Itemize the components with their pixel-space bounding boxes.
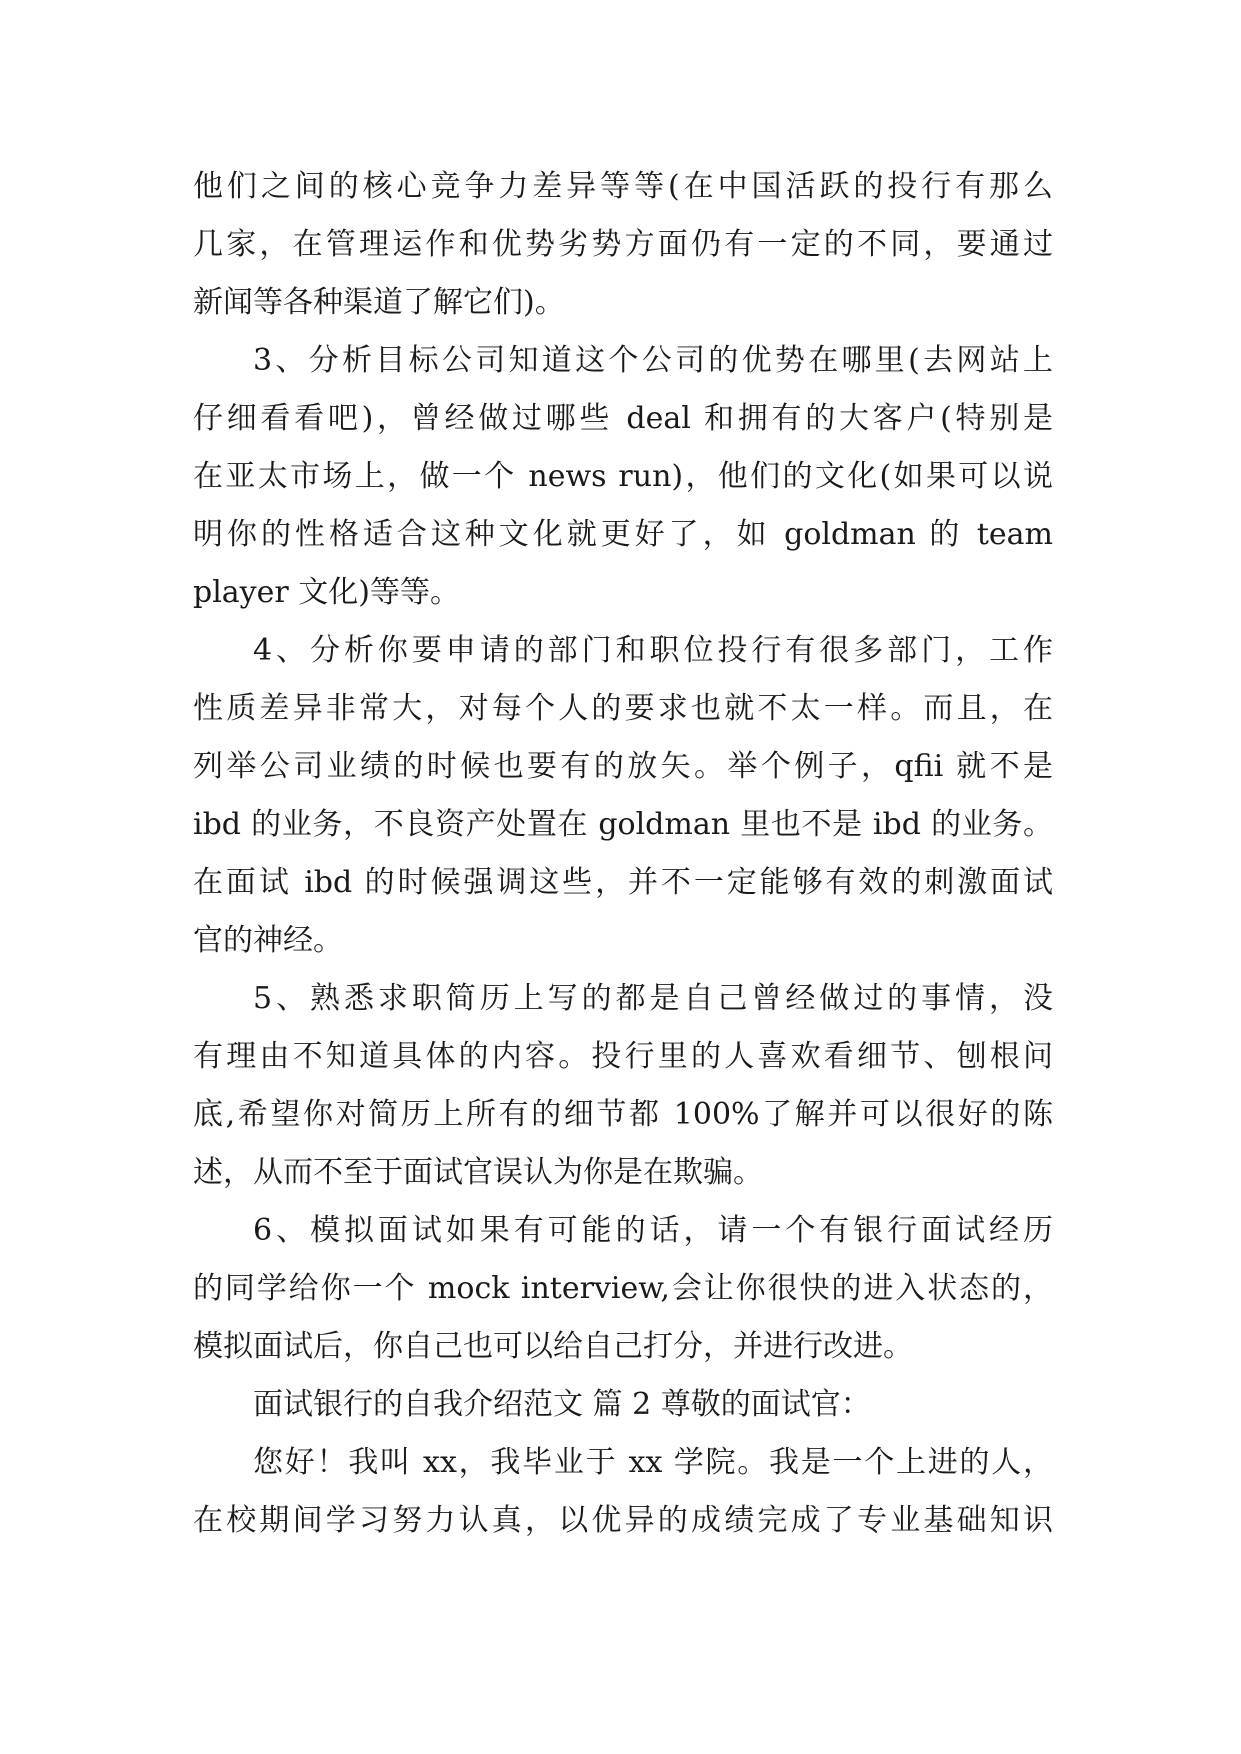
text-line: 面试银行的自我介绍范文 篇 2 尊敬的面试官： <box>253 1387 871 1422</box>
text-line: 新闻等各种渠道了解它们)。 <box>193 285 565 320</box>
text-line: 他们之间的核心竞争力差异等等(在中国活跃的投行有那么 <box>193 169 1053 204</box>
text-line: 4、分析你要申请的部门和职位投行有很多部门，工作 <box>253 633 1053 668</box>
text-line: 性质差异非常大，对每个人的要求也就不太一样。而且，在 <box>193 691 1053 726</box>
text-line: 5、熟悉求职简历上写的都是自己曾经做过的事情，没 <box>253 981 1053 1016</box>
text-line: 6、模拟面试如果有可能的话，请一个有银行面试经历 <box>253 1213 1053 1248</box>
text-line: 在面试 ibd 的时候强调这些，并不一定能够有效的刺激面试 <box>193 865 1053 900</box>
text-line: 模拟面试后，你自己也可以给自己打分，并进行改进。 <box>193 1329 913 1364</box>
text-line: 有理由不知道具体的内容。投行里的人喜欢看细节、刨根问 <box>193 1039 1053 1074</box>
text-line: 几家，在管理运作和优势劣势方面仍有一定的不同，要通过 <box>193 227 1053 262</box>
text-line: 在亚太市场上，做一个 news run)，他们的文化(如果可以说 <box>193 459 1053 494</box>
text-line: 的同学给你一个 mock interview,会让你很快的进入状态的， <box>193 1271 1053 1306</box>
text-line: 明你的性格适合这种文化就更好了，如 goldman 的 team <box>193 517 1053 552</box>
text-line: 3、分析目标公司知道这个公司的优势在哪里(去网站上 <box>253 343 1053 378</box>
text-line: ibd 的业务，不良资产处置在 goldman 里也不是 ibd 的业务。 <box>193 807 1053 842</box>
text-line: 官的神经。 <box>193 923 343 958</box>
text-line: 底,希望你对简历上所有的细节都 100%了解并可以很好的陈 <box>193 1097 1053 1132</box>
text-line: player 文化)等等。 <box>193 575 460 610</box>
text-line: 仔细看看吧)，曾经做过哪些 deal 和拥有的大客户(特别是 <box>193 401 1053 436</box>
text-line: 列举公司业绩的时候也要有的放矢。举个例子，qfii 就不是 <box>193 749 1053 784</box>
document-body <box>193 158 1053 1550</box>
text-line: 您好！我叫 xx，我毕业于 xx 学院。我是一个上进的人， <box>253 1445 1053 1480</box>
text-line: 在校期间学习努力认真，以优异的成绩完成了专业基础知识 <box>193 1503 1053 1538</box>
text-line: 述，从而不至于面试官误认为你是在欺骗。 <box>193 1155 763 1190</box>
